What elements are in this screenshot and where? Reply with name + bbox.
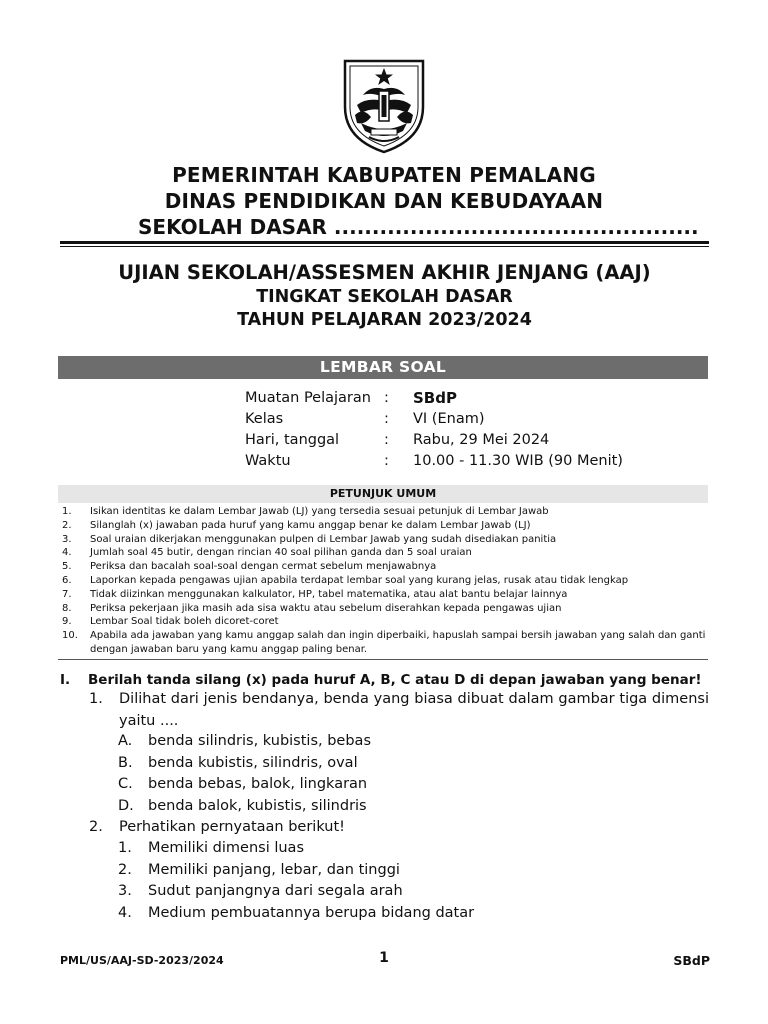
footer-page-number: 1 [379,950,389,966]
header-divider-thin [60,246,709,247]
instruction-text: Apabila ada jawaban yang kamu anggap salah dan ingin diperbaiki, hapuslah sampai bersih jawaban yang salah dan ganti dengan jawaban baru yang kamu anggap paling benar. [90,630,706,655]
exam-title: UJIAN SEKOLAH/ASSESMEN AKHIR JENJANG (AAJ) [118,261,651,284]
info-label: Muatan Pelajaran [245,390,371,406]
instruction-text: Periksa dan bacalah soal-soal dengan cermat sebelum menjawabnya [90,561,437,573]
statement-number: 1. [118,840,132,856]
instruction-text: Silanglah (x) jawaban pada huruf yang kamu anggap benar ke dalam Lembar Jawab (LJ) [90,519,531,531]
instruction-number: 5. [62,561,72,573]
statement-number: 3. [118,883,132,899]
footer-document-code: PML/US/AAJ-SD-2023/2024 [60,954,224,967]
statement-text: Memiliki dimensi luas [148,840,304,856]
org-line-2: DINAS PENDIDIKAN DAN KEBUDAYAAN [164,189,604,213]
exam-year: TAHUN PELAJARAN 2023/2024 [237,310,532,330]
statement-text: Memiliki panjang, lebar, dan tinggi [148,862,400,878]
instruction-item [58,533,708,547]
instruction-text: Lembar Soal tidak boleh dicoret-coret [90,616,279,628]
exam-level: TINGKAT SEKOLAH DASAR [256,287,513,307]
option-label: A. [118,733,133,749]
statement-number: 4. [118,905,132,921]
question-text: Dilihat dari jenis bendanya, benda yang biasa dibuat dalam gambar tiga dimensi yaitu .... [119,691,709,729]
school-name-line: SEKOLAH DASAR ................................................ [138,215,699,239]
option-label: C. [118,776,133,792]
instruction-number: 10. [62,630,78,642]
instruction-item [58,519,708,533]
instruction-number: 1. [62,506,72,517]
info-row-time [245,451,665,472]
info-value: Rabu, 29 Mei 2024 [413,432,550,448]
info-colon: : [384,453,389,469]
info-label: Kelas [245,411,284,427]
question-number: 1. [89,691,103,707]
info-row-date [245,430,665,451]
instruction-number: 9. [62,616,72,628]
question-number: 2. [89,819,103,835]
pemalang-coat-of-arms-logo [341,55,427,155]
instruction-item [58,602,708,616]
exam-info-table [245,388,665,472]
question-2 [89,817,709,839]
section-number: I. [60,672,71,688]
question-text: Perhatikan pernyataan berikut! [119,819,345,835]
option-label: D. [118,798,134,814]
statement-text: Sudut panjangnya dari segala arah [148,883,403,899]
info-value: 10.00 - 11.30 WIB (90 Menit) [413,453,623,469]
sheet-label-bar: LEMBAR SOAL [58,356,708,379]
instruction-item [58,560,708,574]
option-text: benda bebas, balok, lingkaran [148,776,368,792]
section-instruction: Berilah tanda silang (x) pada huruf A, B, C atau D di depan jawaban yang benar! [88,672,702,688]
instruction-number: 7. [62,588,72,600]
instruction-text: Tidak diizinkan menggunakan kalkulator, HP, tabel matematika, atau alat bantu belajar lainnya [90,588,568,600]
instruction-text: Laporkan kepada pengawas ujian apabila terdapat lembar soal yang kurang jelas, rusak atau tidak lengkap [90,574,629,586]
instruction-text: Periksa pekerjaan jika masih ada sisa waktu atau sebelum diserahkan kepada pengawas ujian [90,602,562,614]
general-instructions-list [58,505,708,657]
info-value: VI (Enam) [413,411,485,427]
statement-number: 2. [118,862,132,878]
info-value: SBdP [413,389,457,407]
instruction-item [58,505,708,519]
instruction-text: Isikan identitas ke dalam Lembar Jawab (LJ) yang tersedia sesuai petunjuk di Lembar Jawab [90,506,549,517]
info-row-class [245,409,665,430]
org-line-1: PEMERINTAH KABUPATEN PEMALANG [172,163,596,187]
footer-subject: SBdP [673,953,710,968]
info-label: Hari, tanggal [245,432,340,448]
info-row-subject [245,388,665,409]
statement-text: Medium pembuatannya berupa bidang datar [148,905,475,921]
info-colon: : [384,411,389,427]
header-divider-thick [60,241,709,244]
instruction-text: Jumlah soal 45 butir, dengan rincian 40 soal pilihan ganda dan 5 soal uraian [90,547,472,559]
instruction-item [58,588,708,602]
general-instructions-heading: PETUNJUK UMUM [58,485,708,503]
instruction-number: 6. [62,574,72,586]
option-text: benda balok, kubistis, silindris [148,798,367,814]
option-text: benda kubistis, silindris, oval [148,755,358,771]
info-label: Waktu [245,453,291,469]
info-colon: : [384,390,389,406]
instruction-text: Soal uraian dikerjakan menggunakan pulpen di Lembar Jawab yang sudah disediakan panitia [90,533,557,545]
option-label: B. [118,755,133,771]
instruction-number: 8. [62,602,72,614]
instruction-item [58,546,708,560]
instruction-number: 4. [62,547,72,559]
instructions-divider [58,659,708,660]
instruction-number: 3. [62,533,72,545]
instruction-item [58,574,708,588]
instruction-item [58,629,708,657]
instruction-item [58,615,708,629]
info-colon: : [384,432,389,448]
question-1 [89,689,709,732]
instruction-number: 2. [62,519,72,531]
option-text: benda silindris, kubistis, bebas [148,733,371,749]
